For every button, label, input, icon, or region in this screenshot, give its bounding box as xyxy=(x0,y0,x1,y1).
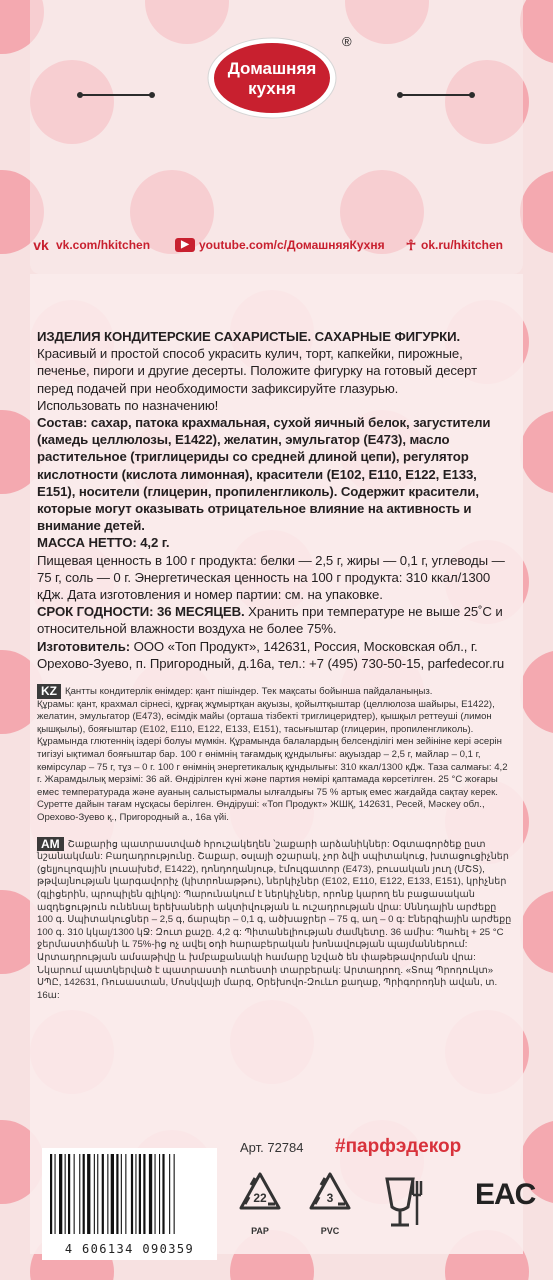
barcode-bar xyxy=(74,1154,75,1234)
storage-conditions: Хранить при температуре не выше 25˚С и относительной влажности воздуха не более 75%. xyxy=(37,604,503,637)
hashtag: #парфэдекор xyxy=(335,1136,462,1157)
svg-text:22: 22 xyxy=(253,1191,267,1205)
social-ok[interactable] xyxy=(405,238,503,252)
barcode-bar xyxy=(94,1154,95,1234)
armenian-section xyxy=(37,837,515,1003)
ok-icon: ☥ xyxy=(405,237,417,253)
net-mass: МАССА НЕТТО: 4,2 г. xyxy=(37,535,170,551)
barcode-bar xyxy=(159,1154,160,1234)
usage-note: Использовать по назначению! xyxy=(37,397,219,413)
barcode-number: 4 606134 090359 xyxy=(64,1242,195,1256)
manufacturer-details: ООО «Топ Продукт», 142631, Россия, Московская обл., г. Орехово-Зуево, п. Пригородный, д.16а, тел.: +7 (495) 730-50-15, parfedecor.ru xyxy=(37,638,505,671)
am-text: Շաքարից պատրաստված հրուշակեղեն ՝շաքարի արձանիկներ: Օգտագործեք ըստ նշանակման: Բաղադրությունը. Շաքար, օսլայի օշարակ, չոր ձվի սպիտակուց, խտացուցիչներ (ցելյուլոզային լուսախեժ, E1422), դոնդողանյութ, էմուլգատոր (E473), բուսական յուղ (ՄՇՏ), թթվայնության կարգավորիչ (կիտրոնաթթու), ներկիչներ (E102, E110, E122, E133, E151), կրիչներ (գլիցերին, պրոպիլեն գլիկոլ): Պարունակում է ներկիչներ, որոնք կարող են բացասական ազդեցություն ունենալ երեխաների ակտիվության և ուշադրության վրա: Սննդային արժեքը 100 գ. Սպիտակուցներ – 2,5 գ, ճարպեր – 0,1 գ, ածխաջրեր – 75 գ, աղ – 0 գ: Էներգիային արժեքը 100 գ. 310 կկալ/1300 կՋ: Զուտ քաշը. 4,2 գ: Պիտանելիության ժամկետը. 36 ամիս: Պահել + 25 °C ջերմաստիճանի և 75%-ից ոչ ավել օդի հարաբերական խոնավության պայմաններում: Արտադրության ամսաթիվը և խմբաքանակի համարը նշված են փաթեթավորման վրա: Նկարում պատկերված է պատրաստի ուտեստի տարբերակ: Արտադրող. «Տոպ Պրոդուկտ» ՍՊԸ, 142631, Ռուսաստան, Մոսկվայի մարզ, Օրեխովո-Զուևո քաղաք, Պրիգորոդնի ավան, տ. 16ա: xyxy=(37,838,512,1001)
barcode-bar xyxy=(162,1154,164,1234)
registered-mark: ® xyxy=(342,34,352,49)
barcode-bar xyxy=(131,1154,133,1234)
kazakh-section xyxy=(37,684,515,825)
barcode-bar xyxy=(155,1154,156,1234)
youtube-icon: ▶ xyxy=(175,238,195,252)
barcode-bar xyxy=(121,1154,122,1234)
svg-text:3: 3 xyxy=(326,1191,334,1205)
vk-icon: vk xyxy=(33,237,49,253)
barcode-bar xyxy=(97,1154,98,1234)
barcode-bar xyxy=(135,1154,136,1234)
barcode-bar xyxy=(87,1154,90,1234)
product-title: ИЗДЕЛИЯ КОНДИТЕРСКИЕ САХАРИСТЫЕ. САХАРНЫЕ ФИГУРКИ. xyxy=(37,329,461,344)
shelf-life xyxy=(37,603,515,637)
recycle-pap-label: PAP xyxy=(251,1226,269,1236)
barcode-bar xyxy=(111,1154,114,1234)
food-safe-icon xyxy=(375,1173,425,1233)
recycle-pvc-label: PVC xyxy=(320,1226,340,1236)
barcode-bar xyxy=(125,1154,126,1234)
header xyxy=(30,0,523,275)
barcode-bar xyxy=(59,1154,62,1234)
barcode-bar xyxy=(139,1154,141,1234)
social-vk[interactable] xyxy=(30,238,150,252)
barcode-bar xyxy=(174,1154,175,1234)
hanger-slot-right xyxy=(400,94,472,96)
kz-text-intro: Қантты кондитерлік өнімдер: қант пішіндер. Тек мақсаты бойынша пайдаланыңыз. xyxy=(65,685,433,697)
social-vk-label: vk.com/hkitchen xyxy=(56,238,151,252)
composition: Состав: сахар, патока крахмальная, сухой яичный белок, загустители (камедь целлюлозы, Е1422), желатин, эмульгатор (Е473), масло растительное (триглицериды со средней длиной цепи), регулятор кислотности (кислота лимонная), красители (Е102, Е110, Е122, Е133, Е151), носители (глицерин, пропиленгликоль). Содержит красители, которые могут оказывать отрицательное влияние на активность и внимание детей. xyxy=(37,415,491,534)
barcode xyxy=(42,1148,217,1260)
recycle-pvc-icon xyxy=(305,1168,355,1228)
am-tag: AM xyxy=(37,837,64,852)
barcode-bar xyxy=(55,1154,56,1234)
social-ok-label: ok.ru/hkitchen xyxy=(421,238,504,252)
article-number: Арт. 72784 xyxy=(240,1140,304,1155)
shelf-life-label: СРОК ГОДНОСТИ: 36 МЕСЯЦЕВ. xyxy=(37,604,245,620)
product-description: Красивый и простой способ украсить кулич, торт, капкейки, пирожные, печенье, пироги и другие десерты. Положите фигурку на готовый десерт перед подачей при необходимости зафиксируйте глазурью. xyxy=(37,346,478,396)
barcode-bar xyxy=(68,1154,70,1234)
eac-mark: EAC xyxy=(475,1178,536,1211)
recycle-pap-icon xyxy=(235,1168,285,1228)
barcode-bar xyxy=(83,1154,85,1234)
russian-section xyxy=(37,328,515,672)
social-youtube[interactable] xyxy=(175,238,385,252)
social-youtube-label: youtube.com/c/ДомашняяКухня xyxy=(199,238,385,252)
logo-line-1: Домашняя xyxy=(227,59,317,78)
social-links xyxy=(30,232,523,262)
manufacturer xyxy=(37,638,515,672)
hanger-slot-left xyxy=(80,94,152,96)
logo-line-2: кухня xyxy=(248,79,296,98)
label-content xyxy=(37,328,515,1002)
barcode-bar xyxy=(65,1154,66,1234)
barcode-bar xyxy=(79,1154,80,1234)
barcode-bar xyxy=(102,1154,104,1234)
barcode-bar xyxy=(116,1154,118,1234)
nutrition-facts: Пищевая ценность в 100 г продукта: белки — 2,5 г, жиры — 0,1 г, углеводы — 75 г, соль — 0 г. Энергетическая ценность на 100 г продукта: 310 ккал/1300 кДж. Дата изготовления и номер партии: см. на упаковке. xyxy=(37,552,505,603)
barcode-bar xyxy=(149,1154,152,1234)
barcode-bars xyxy=(50,1154,210,1234)
kz-text-body: Құрамы: қант, крахмал сірнесі, құрғақ жұмыртқан ақуызы, қойылтқыштар (целлюлоза шайыры, Е1422), желатин, эмульгатор (Е473), өсімдік майы (орташа тізбекті триглицеридтер), қышқыл реттеуші (лимон қышқылы), бояғыштар (Е102, Е110, Е122, Е133, Е151), тасығыштар (глицерин, пропиленгликоль). Құрамында глютеннің іздері болуы мүмкін. Құрамында балалардың белсенділігі мен зейініне кері әсерін тигізуі ықтимал бояғыштар бар. 100 г өнімнің тағамдық құндылығы: ақуыздар – 2,5 г, майлар – 0,1 г, көмірсулар – 75 г, тұз – 0 г. 100 г өнімнің энергетикалық құндылығы: 310 ккал/1300 кДж. Таза салмағы: 4,2 г. Жарамдылық мерзімі: 36 ай. Өндірілген күні және партия нөмірі қаптамада көрсетілген. 25 °С жоғары емес температурада және ауаның салыстырмалы ылғалдығы 75 % артық емес жағдайда сақтау керек. Суретте дайын тағам нұсқасы берілген. Өндіруші: «Топ Продукт» ЖШҚ, 142631, Ресей, Мәскеу обл., Орехово-Зуево қ., Пригородный а., 16а үйі. xyxy=(37,698,508,823)
barcode-bar xyxy=(169,1154,170,1234)
barcode-bar xyxy=(143,1154,145,1234)
kz-tag: KZ xyxy=(37,684,61,699)
manufacturer-label: Изготовитель: xyxy=(37,638,131,654)
bottom-area xyxy=(30,1136,536,1268)
barcode-bar xyxy=(107,1154,108,1234)
barcode-bar xyxy=(50,1154,52,1234)
brand-logo xyxy=(206,36,338,120)
